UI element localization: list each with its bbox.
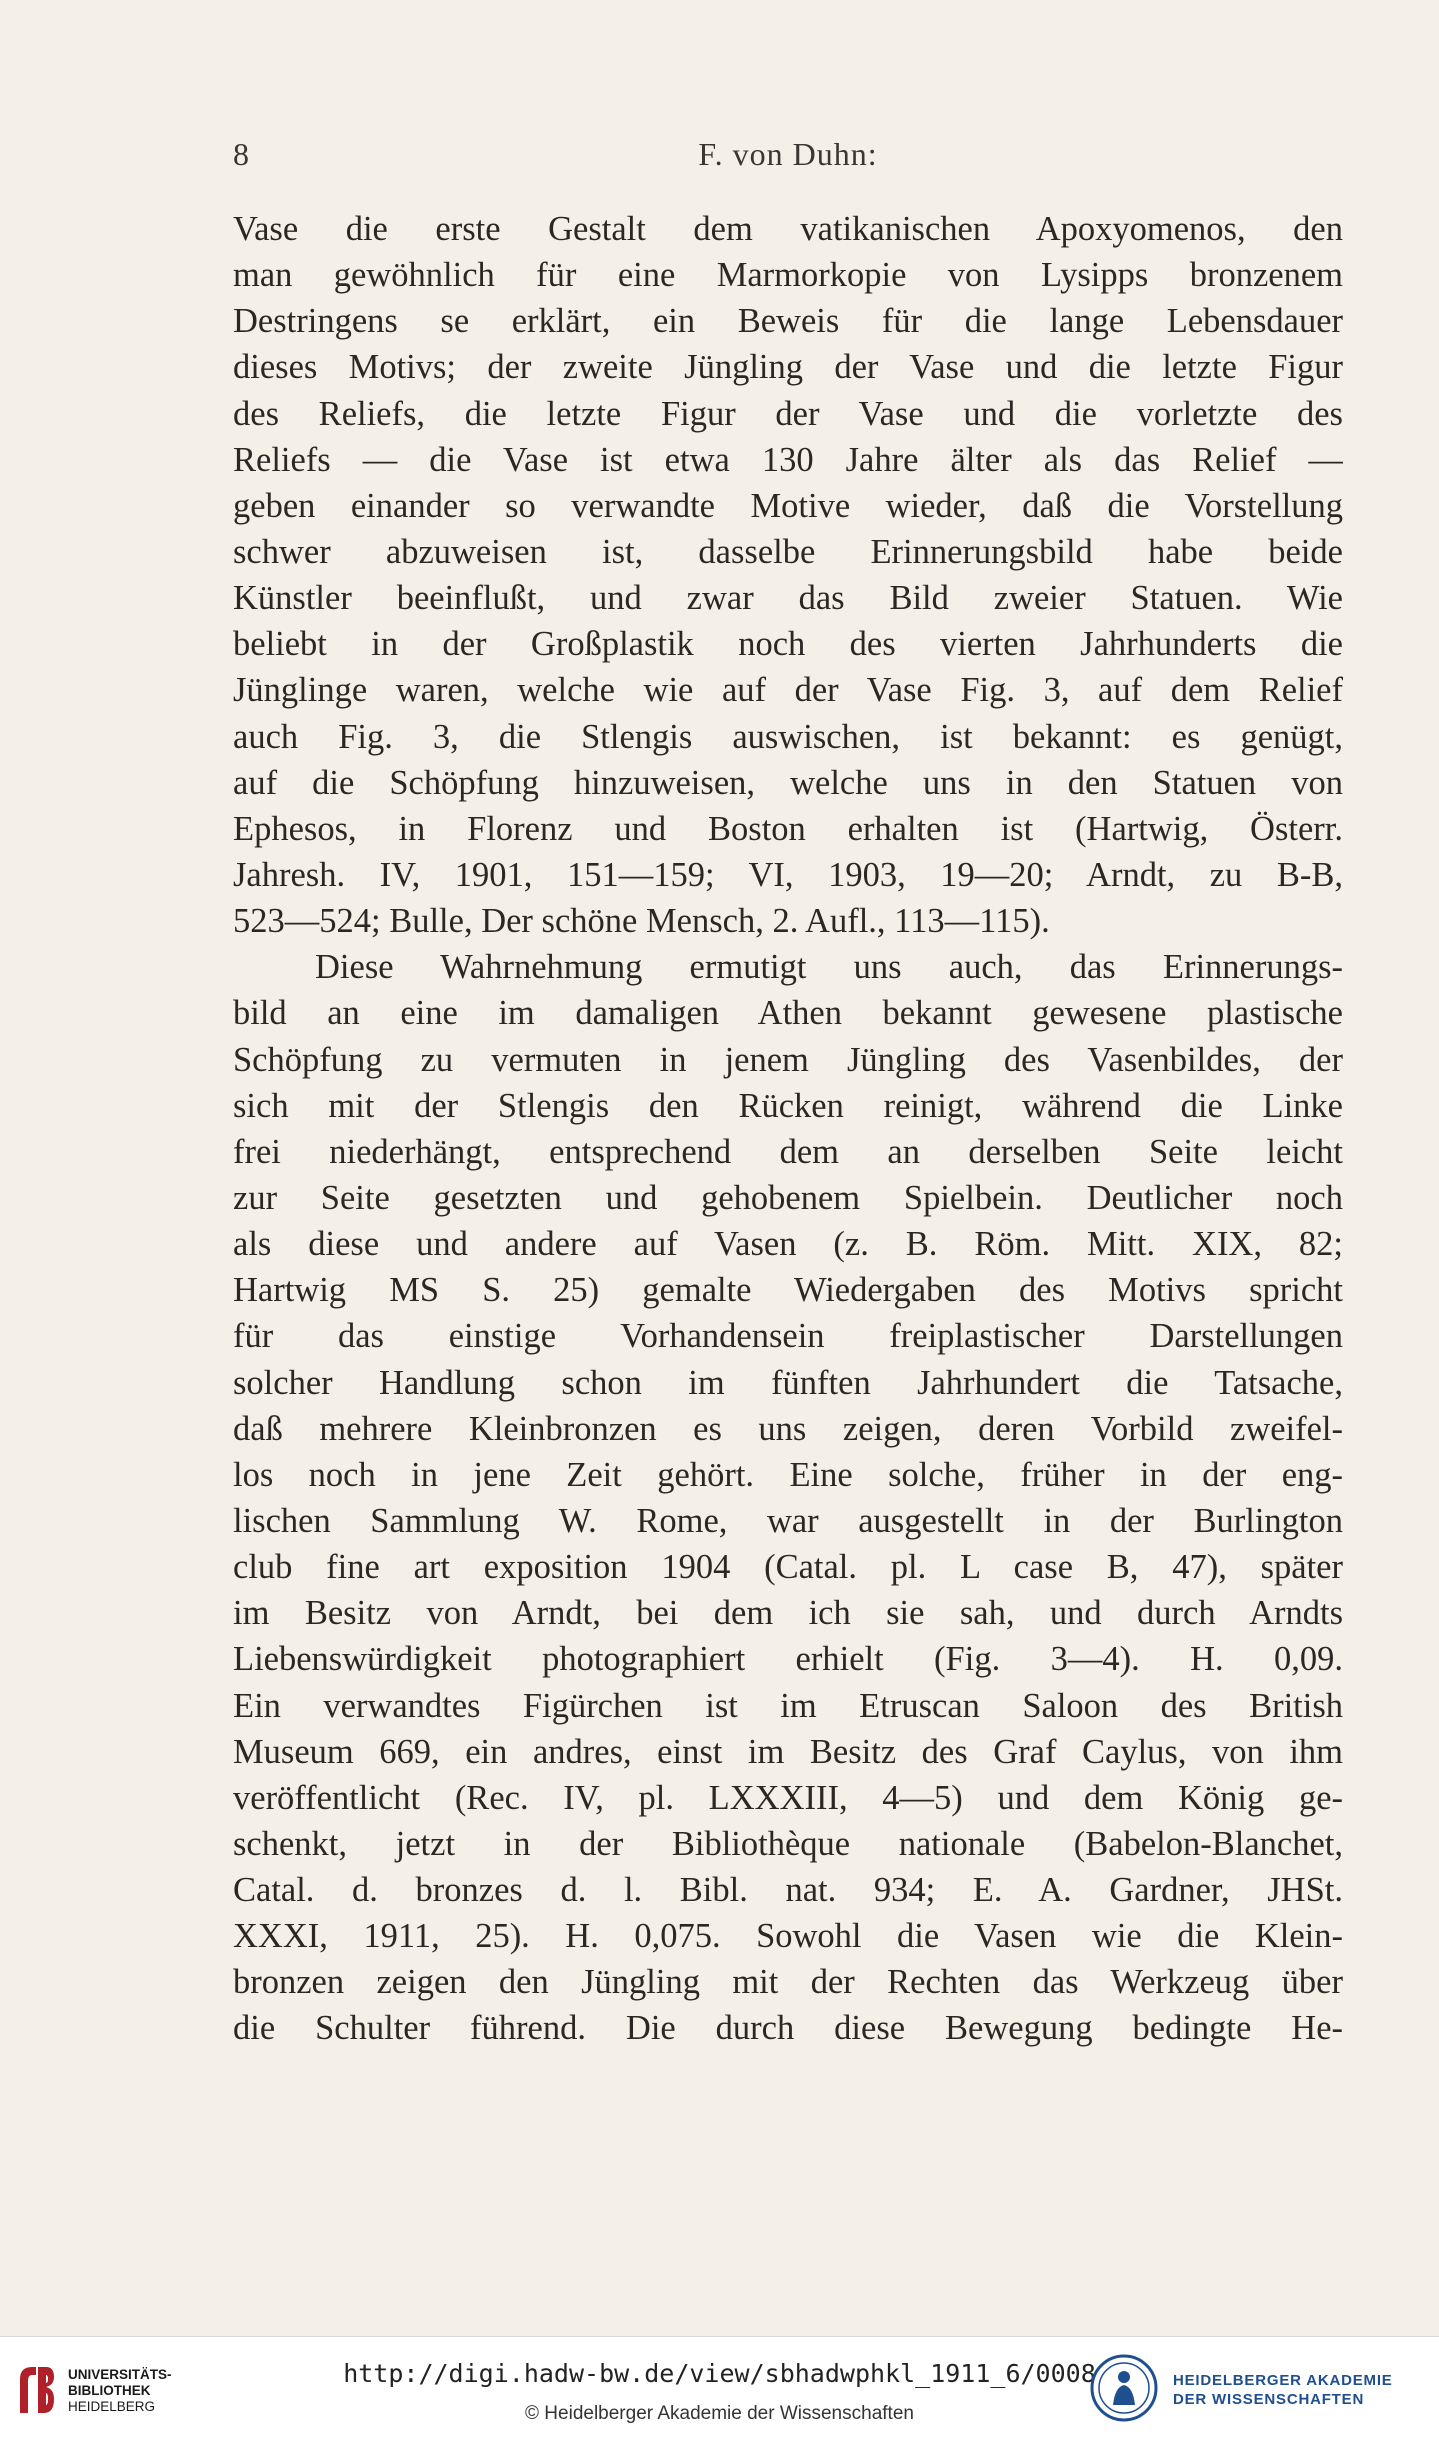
library-name-line3: HEIDELBERG	[68, 2399, 156, 2414]
text-line: schenkt, jetzt in der Bibliothèque nationale (Babelon-Blanchet,	[233, 1824, 1343, 1863]
text-line: für das einstige Vorhandensein freiplastischer Darstellungen	[233, 1317, 1343, 1356]
page-url-link[interactable]: http://digi.hadw-bw.de/view/sbhadwphkl_1911_6/0008	[343, 2359, 1096, 2388]
text-line: daß mehrere Kleinbronzen es uns zeigen, deren Vorbild zweifel-	[233, 1409, 1343, 1448]
text-line: bild an eine im damaligen Athen bekannt gewesene plastische	[233, 994, 1343, 1033]
text-line: Hartwig MS S. 25) gemalte Wiedergaben des Motivs spricht	[233, 1271, 1343, 1310]
text-line: club fine art exposition 1904 (Catal. pl. L case B, 47), später	[233, 1548, 1343, 1587]
text-line: bronzen zeigen den Jüngling mit der Rechten das Werkzeug über	[233, 1963, 1343, 2002]
text-line: Destringens se erklärt, ein Beweis für die lange Lebensdauer	[233, 302, 1343, 341]
text-line: auch Fig. 3, die Stlengis auswischen, ist bekannt: es genügt,	[233, 717, 1343, 756]
body-text	[233, 206, 1343, 2052]
library-name-line1: UNIVERSITÄTS-	[68, 2367, 172, 2382]
text-line: geben einander so verwandte Motive wieder, daß die Vorstellung	[233, 486, 1343, 525]
viewer-footer	[0, 2336, 1439, 2439]
text-line: lischen Sammlung W. Rome, war ausgestellt in der Burlington	[233, 1501, 1343, 1540]
text-line: Vase die erste Gestalt dem vatikanischen Apoxyomenos, den	[233, 210, 1343, 248]
text-line: Liebenswürdigkeit photographiert erhielt (Fig. 3—4). H. 0,09.	[233, 1640, 1343, 1679]
text-line: frei niederhängt, entsprechend dem an derselben Seite leicht	[233, 1132, 1343, 1171]
text-line: auf die Schöpfung hinzuweisen, welche uns in den Statuen von	[233, 763, 1343, 802]
text-line: Museum 669, ein andres, einst im Besitz des Graf Caylus, von ihm	[233, 1732, 1343, 1771]
text-line: veröffentlicht (Rec. IV, pl. LXXXIII, 4—5) und dem König ge-	[233, 1778, 1343, 1817]
text-line: solcher Handlung schon im fünften Jahrhundert die Tatsache,	[233, 1363, 1343, 1402]
text-line: Ein verwandtes Figürchen ist im Etruscan Saloon des British	[233, 1686, 1343, 1725]
library-name-line2: BIBLIOTHEK	[68, 2383, 151, 2398]
text-line: im Besitz von Arndt, bei dem ich sie sah, und durch Arndts	[233, 1594, 1343, 1633]
text-line: XXXI, 1911, 25). H. 0,075. Sowohl die Vasen wie die Klein-	[233, 1917, 1343, 1956]
text-line: Schöpfung zu vermuten in jenem Jüngling des Vasenbildes, der	[233, 1040, 1343, 1079]
text-line: Reliefs — die Vase ist etwa 130 Jahre älter als das Relief —	[233, 440, 1343, 479]
text-line: beliebt in der Großplastik noch des vierten Jahrhunderts die	[233, 625, 1343, 664]
text-line: Diese Wahrnehmung ermutigt uns auch, das Erinnerungs-	[315, 948, 1343, 987]
academy-name-line1: HEIDELBERGER AKADEMIE	[1173, 2372, 1393, 2389]
academy-logo[interactable]	[1089, 2351, 1419, 2427]
text-line: Künstler beeinflußt, und zwar das Bild zweier Statuen. Wie	[233, 579, 1343, 618]
text-line: los noch in jene Zeit gehört. Eine solche, früher in der eng-	[233, 1455, 1343, 1494]
text-line: Catal. d. bronzes d. l. Bibl. nat. 934; E. A. Gardner, JHSt.	[233, 1871, 1343, 1910]
text-line: die Schulter führend. Die durch diese Bewegung bedingte He-	[233, 2009, 1343, 2048]
text-line: 523—524; Bulle, Der schöne Mensch, 2. Aufl., 113—115).	[233, 902, 1050, 941]
text-line: man gewöhnlich für eine Marmorkopie von Lysipps bronzenem	[233, 256, 1343, 295]
running-title: F. von Duhn:	[698, 136, 878, 172]
page-header	[233, 136, 1343, 186]
academy-name-line2: DER WISSENSCHAFTEN	[1173, 2391, 1365, 2408]
page-number: 8	[233, 136, 249, 172]
text-line: schwer abzuweisen ist, dasselbe Erinnerungsbild habe beide	[233, 532, 1343, 571]
copyright-notice: © Heidelberger Akademie der Wissenschaften	[525, 2403, 914, 2424]
academy-seal-icon	[1089, 2353, 1159, 2423]
text-line: sich mit der Stlengis den Rücken reinigt, während die Linke	[233, 1086, 1343, 1125]
text-line: des Reliefs, die letzte Figur der Vase und die vorletzte des	[233, 394, 1343, 433]
text-line: Ephesos, in Florenz und Boston erhalten ist (Hartwig, Österr.	[233, 809, 1343, 848]
text-line: Jahresh. IV, 1901, 151—159; VI, 1903, 19—20; Arndt, zu B-B,	[233, 855, 1343, 894]
text-line: Jünglinge waren, welche wie auf der Vase Fig. 3, auf dem Relief	[233, 671, 1343, 710]
text-line: dieses Motivs; der zweite Jüngling der Vase und die letzte Figur	[233, 348, 1343, 387]
text-line: als diese und andere auf Vasen (z. B. Röm. Mitt. XIX, 82;	[233, 1225, 1343, 1264]
text-line: zur Seite gesetzten und gehobenem Spielbein. Deutlicher noch	[233, 1178, 1343, 1217]
